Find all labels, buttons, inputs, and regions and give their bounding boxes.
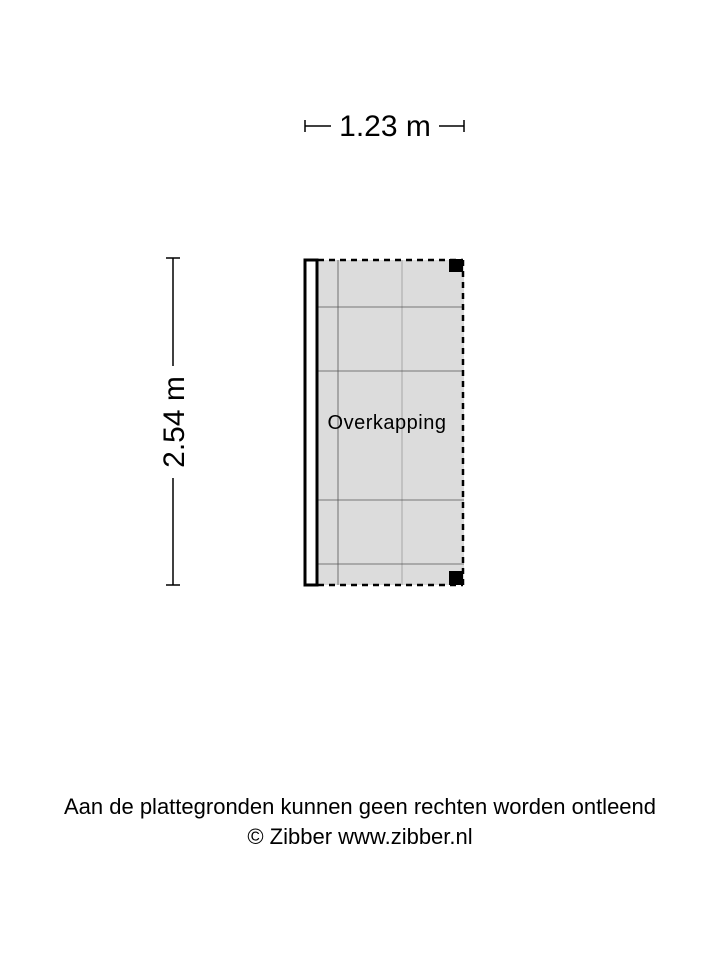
post-top-right	[449, 259, 463, 272]
room-label: Overkapping	[327, 412, 447, 434]
width-dimension	[305, 110, 464, 143]
wall-left	[305, 260, 317, 585]
width-label: 1.23 m	[339, 110, 431, 143]
room-overkapping	[305, 259, 464, 585]
disclaimer-text: Aan de plattegronden kunnen geen rechten worden ontleend	[63, 794, 657, 819]
height-label: 2.54 m	[158, 376, 191, 468]
height-dimension	[158, 258, 191, 585]
post-bottom-right	[449, 571, 463, 585]
copyright-text: © Zibber www.zibber.nl	[247, 824, 473, 849]
